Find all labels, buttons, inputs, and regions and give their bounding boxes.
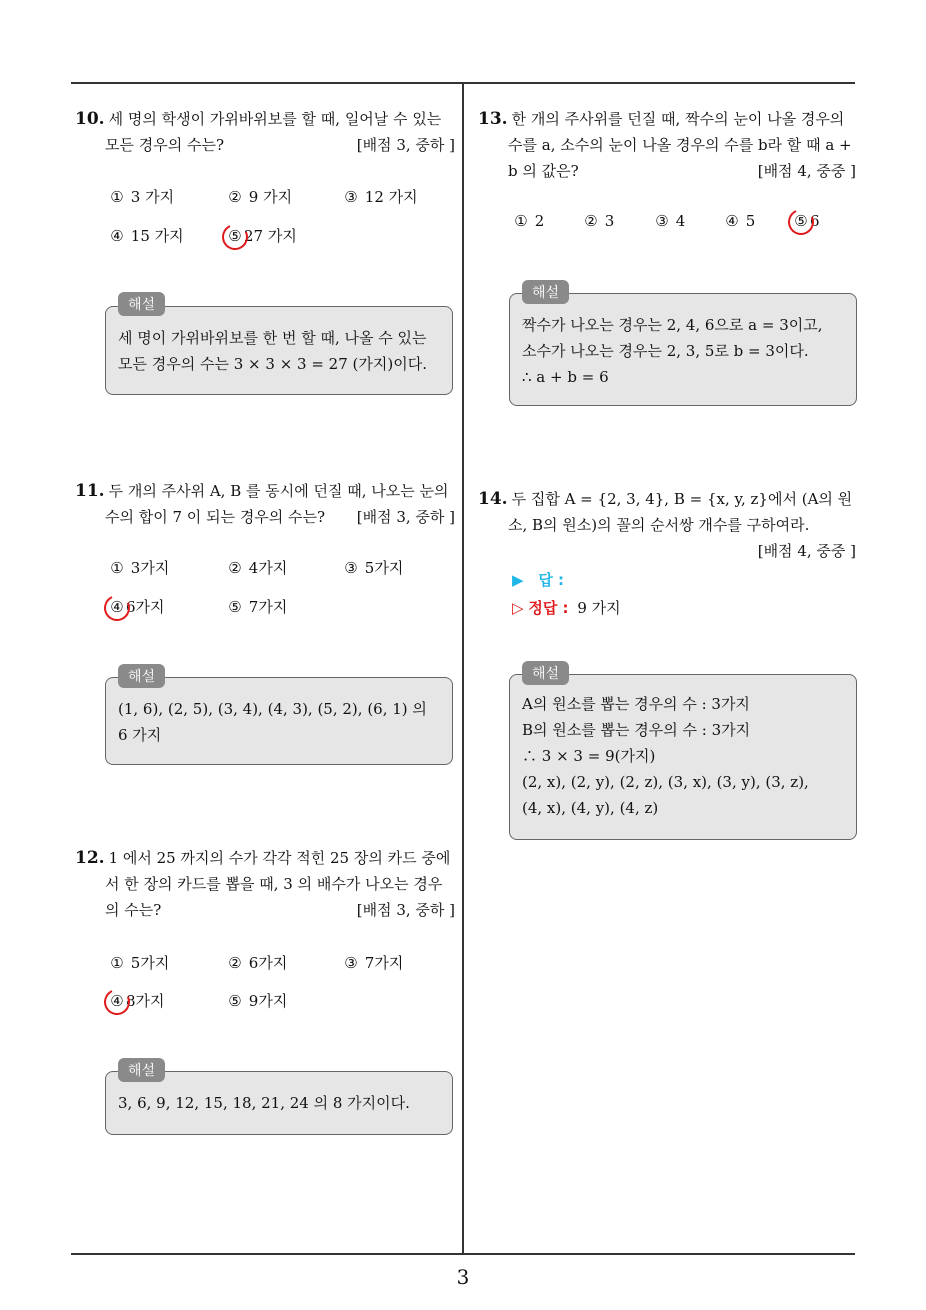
correct-answer-line (512, 597, 621, 618)
explanation-box-14: A의 원소를 뽑는 경우의 수 : 3가지 B의 원소를 뽑는 경우의 수 : 3가지 ∴ 3 × 3 = 9(가지) (2, x), (2, y), (2, z), (3, x), (3, y), (3, z), (4, x), (4, y), (4, z) (509, 674, 857, 840)
outline-triangle-icon: ▷ (512, 599, 524, 617)
correct-answer-label: 정답 : (528, 599, 569, 617)
question-number: 12. (75, 848, 105, 868)
question-text: 1 에서 25 까지의 수가 각각 적힌 25 장의 카드 중에서 한 장의 카드를 뽑을 때, 3 의 배수가 나오는 경우의 수는? (105, 849, 451, 919)
choice-2[interactable]: ② 4가지 (228, 559, 288, 577)
choice-4[interactable]: ④ 5 (725, 212, 756, 230)
explanation-tag: 해설 (118, 292, 165, 316)
choice-5[interactable]: ⑤ 7가지 (228, 598, 288, 616)
explanation-box-12: 3, 6, 9, 12, 15, 18, 21, 24 의 8 가지이다. (105, 1071, 453, 1135)
choice-1[interactable]: ① 2 (514, 212, 545, 230)
choice-4[interactable]: ④ 6가지 (108, 596, 165, 617)
choice-2[interactable]: ② 6가지 (228, 954, 288, 972)
choice-1[interactable]: ① 3 가지 (110, 188, 175, 206)
answer-circle-mark: ④ (108, 992, 126, 1010)
question-13 (478, 106, 856, 184)
choice-3[interactable]: ③ 12 가지 (344, 188, 418, 206)
grade-label: [배점 4, 중중 ] (757, 542, 856, 560)
choice-3[interactable]: ③ 7가지 (344, 954, 404, 972)
explanation-tag: 해설 (522, 280, 569, 304)
column-divider (462, 82, 464, 1254)
choice-3[interactable]: ③ 4 (655, 212, 686, 230)
page-number: 3 (456, 1265, 470, 1289)
choice-5[interactable]: ⑤ 27 가지 (226, 225, 297, 246)
choice-4[interactable]: ④ 8가지 (108, 990, 165, 1011)
explanation-tag: 해설 (522, 661, 569, 685)
question-14 (478, 486, 856, 564)
question-11 (75, 478, 455, 530)
choice-3[interactable]: ③ 5가지 (344, 559, 404, 577)
answer-circle-mark: ⑤ (792, 212, 810, 230)
choice-2[interactable]: ② 9 가지 (228, 188, 293, 206)
choice-5[interactable]: ⑤ 6 (792, 212, 820, 230)
explanation-box-11: (1, 6), (2, 5), (3, 4), (4, 3), (5, 2), (6, 1) 의 6 가지 (105, 677, 453, 765)
question-number: 10. (75, 109, 105, 129)
filled-triangle-icon: ▶ (512, 571, 524, 589)
question-number: 14. (478, 489, 508, 509)
question-text: 두 개의 주사위 A, B 를 동시에 던질 때, 나오는 눈의 수의 합이 7 이 되는 경우의 수는? (105, 482, 449, 526)
choice-2[interactable]: ② 3 (584, 212, 615, 230)
explanation-box-13: 짝수가 나오는 경우는 2, 4, 6으로 a = 3이고, 소수가 나오는 경우는 2, 3, 5로 b = 3이다. ∴ a + b = 6 (509, 293, 857, 406)
question-text: 한 개의 주사위를 던질 때, 짝수의 눈이 나올 경우의 수를 a, 소수의 눈이 나올 경우의 수를 b라 할 때 a + b 의 값은? (508, 110, 852, 180)
explanation-tag: 해설 (118, 1058, 165, 1082)
grade-label: [배점 3, 중하 ] (356, 901, 455, 919)
correct-answer-value: 9 가지 (577, 599, 621, 617)
explanation-box-10: 세 명이 가위바위보를 한 번 할 때, 나올 수 있는 모든 경우의 수는 3 × 3 × 3 = 27 (가지)이다. (105, 306, 453, 395)
grade-label: [배점 4, 중중 ] (757, 162, 856, 180)
choice-1[interactable]: ① 3가지 (110, 559, 170, 577)
choice-4[interactable]: ④ 15 가지 (110, 227, 184, 245)
question-12 (75, 845, 455, 923)
grade-label: [배점 3, 중하 ] (356, 136, 455, 154)
answer-circle-mark: ⑤ (226, 227, 244, 245)
choice-5[interactable]: ⑤ 9가지 (228, 992, 288, 1010)
grade-label: [배점 3, 중하 ] (356, 508, 455, 526)
question-text: 세 명의 학생이 가위바위보를 할 때, 일어날 수 있는 모든 경우의 수는? (105, 110, 442, 154)
question-text: 두 집합 A = {2, 3, 4}, B = {x, y, z}에서 (A의 원소, B의 원소)의 꼴의 순서쌍 개수를 구하여라. (508, 490, 853, 534)
question-number: 11. (75, 481, 105, 501)
choice-1[interactable]: ① 5가지 (110, 954, 170, 972)
question-10 (75, 106, 455, 158)
answer-label: 답 : (538, 571, 565, 589)
question-number: 13. (478, 109, 508, 129)
explanation-tag: 해설 (118, 664, 165, 688)
answer-input-line[interactable] (512, 569, 564, 590)
answer-circle-mark: ④ (108, 598, 126, 616)
